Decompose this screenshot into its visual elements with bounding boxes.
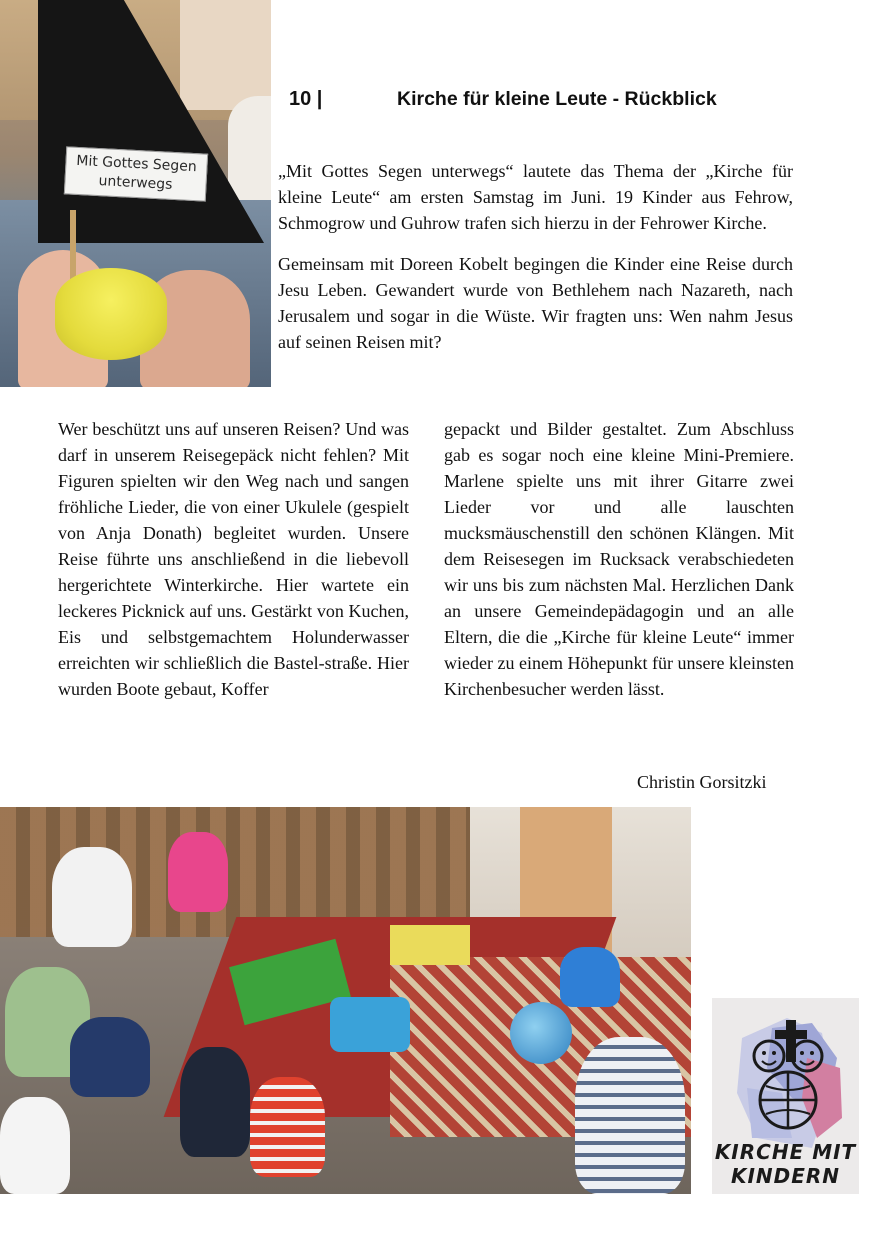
logo-text-line2: KINDERN xyxy=(730,1164,841,1188)
intro-paragraph-2: Gemeinsam mit Doreen Kobelt begingen die Kinder eine Reise durch Jesu Leben. Gewandert wurde von Bethlehem nach Nazareth, nach Jerusalem und sogar in die Wüste. Wir fragten uns: Wen nahm Jesus auf seinen Reisen mit? xyxy=(278,254,793,352)
photo-sign xyxy=(64,146,208,201)
photo-person-pink-shirt xyxy=(168,832,228,912)
photo-person-white-shirt xyxy=(52,847,132,947)
page-number: 10 | xyxy=(289,88,323,110)
article-column-left: Wer beschützt uns auf unseren Reisen? Und was darf in unserem Reisegepäck nicht fehlen? Mit Figuren spielten wir den Weg nach und sangen fröhliche Lieder, die von einer Ukulele (gespielt von Anja Donath) begleitet wurden. Unsere Reise führte uns anschließend in die liebevoll hergerichtete Winterkirche. Hier wartete ein leckeres Picknick auf uns. Gestärkt von Kuchen, Eis und selbstgemachtem Holunderwasser erreichten wir schließlich die Bastel-straße. Hier wurden Boote gebaut, Koffer xyxy=(58,419,409,699)
photo-child-white xyxy=(0,1097,70,1194)
intro-text xyxy=(278,158,793,355)
intro-paragraph-1: „Mit Gottes Segen unterwegs“ lautete das Thema der „Kirche für kleine Leute“ am ersten Samstag im Juni. 19 Kinder aus Fehrow, Schmogrow und Guhrow trafen sich hierzu in der Fehrower Kirche. xyxy=(278,161,793,233)
photo-blue-cloth xyxy=(330,997,410,1052)
photo-poster xyxy=(180,0,271,110)
photo-globe xyxy=(510,1002,572,1064)
author-signature: Christin Gorsitzki xyxy=(637,772,767,792)
logo-text-line1: KIRCHE MIT xyxy=(714,1140,857,1164)
photo-child-dark xyxy=(180,1047,250,1157)
photo-yellow-cloth xyxy=(390,925,470,965)
photo-child-striped xyxy=(250,1077,325,1177)
photo-sponge-boat xyxy=(55,268,167,360)
photo-child-navy xyxy=(70,1017,150,1097)
photo-sign-line1: Mit Gottes Segen xyxy=(75,152,198,176)
article-column-right: gepackt und Bilder gestaltet. Zum Abschluss gab es sogar noch eine kleine Mini-Premiere. Marlene spielte uns mit ihrer Gitarre zwei Lieder vor und alle lauschten mucksmäuschenstill den schönen Klängen. Mit dem Reisesegen im Rucksack verabschiedeten wir uns bis zum nächsten Mal. Herzlichen Dank an unsere Gemeindepädagogin und an alle Eltern, die die „Kirche für kleine Leute“ immer wieder zu einem Höhepunkt für unsere kleinsten Kirchenbesucher werden lässt. xyxy=(444,419,794,699)
kirche-mit-kindern-logo xyxy=(712,998,859,1194)
photo-person xyxy=(228,96,271,206)
photo-sign-line2: unterwegs xyxy=(98,173,173,193)
photo-person-striped-shirt xyxy=(575,1037,685,1194)
photo-child-blue xyxy=(560,947,620,1007)
photo-boat-craft xyxy=(0,0,271,387)
photo-children-circle xyxy=(0,807,691,1194)
page-title: Kirche für kleine Leute - Rückblick xyxy=(397,88,717,110)
